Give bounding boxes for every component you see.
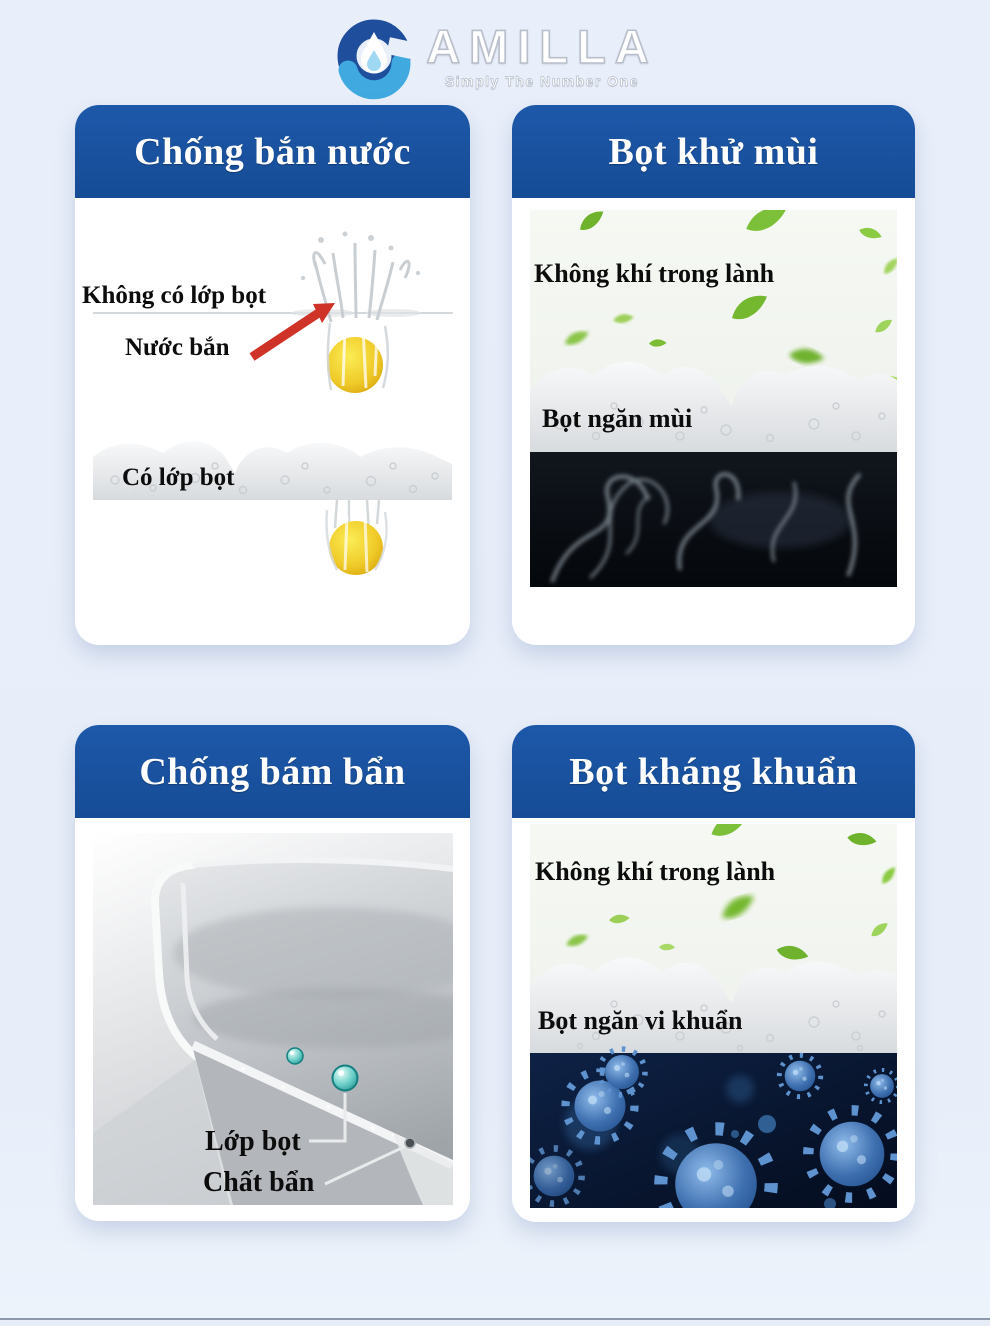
- brand-text-block: [426, 20, 658, 89]
- label-foam-barrier: Bọt ngăn mùi: [542, 404, 693, 433]
- label-fresh-air: Không khí trong lành: [535, 857, 776, 886]
- label-foam-layer: Lớp bọt: [205, 1126, 301, 1157]
- label-no-foam: Không có lớp bọt: [82, 282, 267, 309]
- card-antibacterial-foam-title-bar: [512, 725, 915, 818]
- card-deodorizing-foam-title-bar: [512, 105, 915, 198]
- label-splash-water: Nước bắn: [125, 334, 230, 361]
- label-fresh-air: Không khí trong lành: [534, 259, 775, 288]
- card-title: Chống bám bẩn: [139, 750, 406, 793]
- card-deodorizing-foam-body: [512, 198, 915, 645]
- card-anti-stain: [75, 725, 470, 1221]
- label-dirt: Chất bẩn: [203, 1167, 315, 1198]
- camilla-c-drop-icon: [332, 12, 416, 100]
- card-anti-splash: [75, 105, 470, 645]
- card-antibacterial-foam: [512, 725, 915, 1222]
- brand-logo: [0, 6, 990, 106]
- card-antibacterial-foam-body: [512, 818, 915, 1222]
- brand-name: AMILLA: [426, 20, 658, 73]
- card-title: Bọt khử mùi: [608, 130, 819, 173]
- card-title: Chống bắn nước: [134, 130, 411, 173]
- card-deodorizing-foam: [512, 105, 915, 645]
- lemon-splash-image: [75, 198, 470, 645]
- brand-tagline: Simply The Number One: [444, 73, 640, 89]
- card-title: Bọt kháng khuẩn: [569, 750, 858, 793]
- bottom-strip: [0, 1320, 990, 1326]
- card-anti-splash-title-bar: [75, 105, 470, 198]
- card-anti-splash-body: [75, 198, 470, 645]
- label-with-foam: Có lớp bọt: [122, 464, 235, 491]
- card-anti-stain-title-bar: [75, 725, 470, 818]
- label-foam-barrier: Bọt ngăn vi khuẩn: [538, 1006, 743, 1035]
- card-anti-stain-body: [75, 818, 470, 1221]
